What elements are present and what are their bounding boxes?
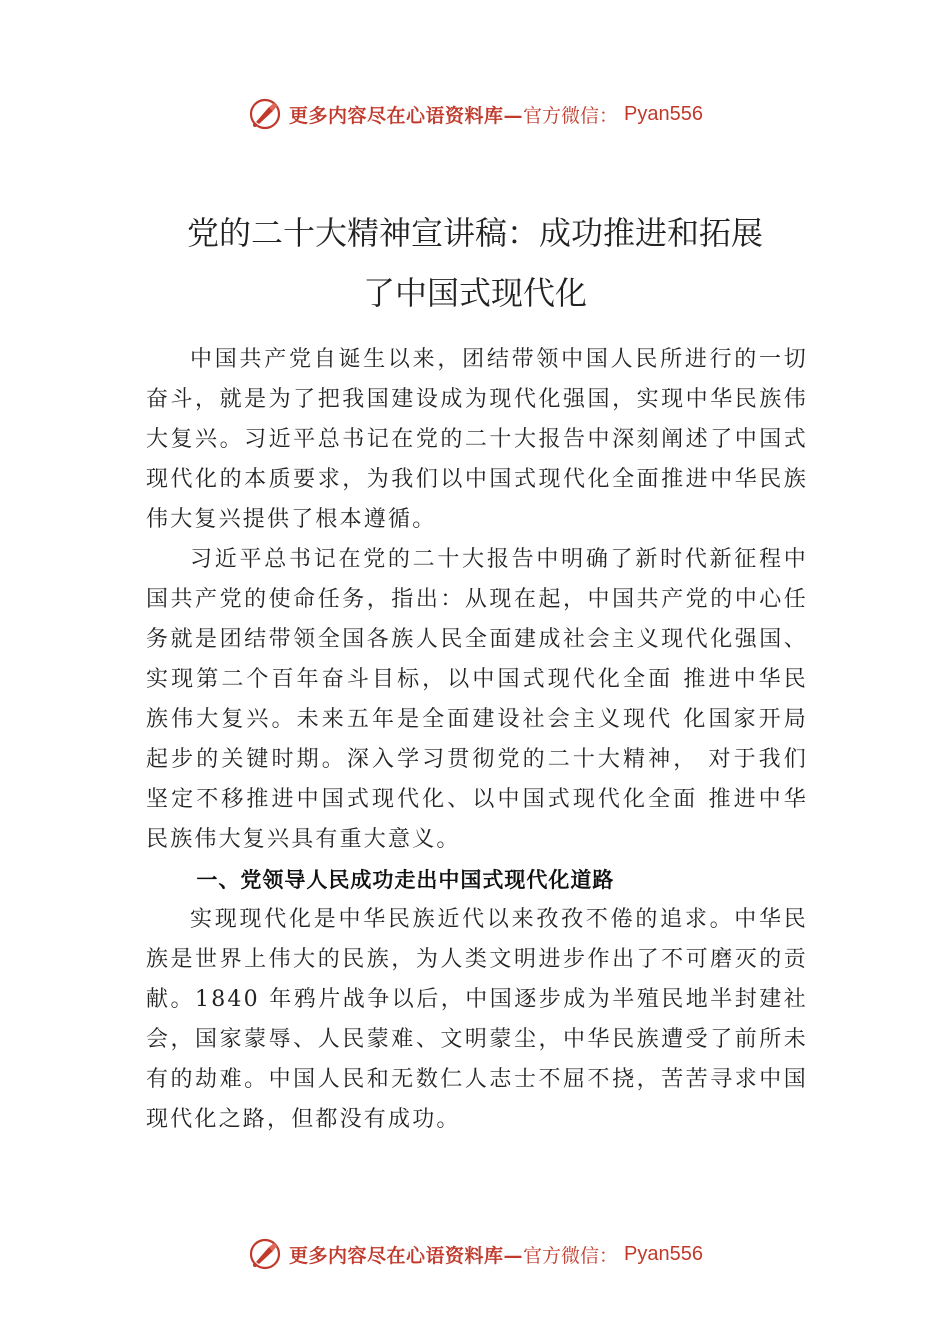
header-banner [0,94,950,134]
title-line-2: 了中国式现代化 [362,274,587,313]
wechat-label: 官方微信： [523,104,619,127]
section-heading: 一、党领导人民成功走出中国式现代化道路 [196,868,615,892]
wechat-id: Pyan556 [624,102,703,125]
document-title [110,203,840,323]
document-body [146,340,808,1140]
wechat-id: Pyan556 [624,1242,703,1265]
title-line-1: 党的二十大精神宣讲稿：成功推进和拓展 [186,214,763,253]
wechat-label: 官方微信： [523,1244,619,1267]
paragraph-1: 中国共产党自诞生以来，团结带领中国人民所进行的一切奋斗，就是为了把我国建设成为现代化强国，实现中华民族伟大复兴。习近平总书记在党的二十大报告中深刻阐述了中国式现代化的本质要求，为我们以中国式现代化全面推进中华民族伟大复兴提供了根本遵循。 [146,347,808,532]
pen-nib-logo-icon [247,96,283,132]
promo-text: 更多内容尽在心语资料库— [289,1244,524,1267]
pen-nib-logo-icon [247,1236,283,1272]
promo-text: 更多内容尽在心语资料库— [289,104,524,127]
footer-banner [0,1234,950,1274]
paragraph-3: 实现现代化是中华民族近代以来孜孜不倦的追求。中华民族是世界上伟大的民族，为人类文明进步作出了不可磨灭的贡献。1840 年鸦片战争以后，中国逐步成为半殖民地半封建社会，国家蒙辱、人民蒙难、文明蒙尘，中华民族遭受了前所未有的劫难。中国人民和无数仁人志士不屈不挠，苦苦寻求中国现代化之路，但都没有成功。 [146,907,808,1132]
paragraph-2: 习近平总书记在党的二十大报告中明确了新时代新征程中国共产党的使命任务，指出：从现在起，中国共产党的中心任务就是团结带领全国各族人民全面建成社会主义现代化强国、实现第二个百年奋斗目标，以中国式现代化全面 推进中华民族伟大复兴。未来五年是全面建设社会主义现代 化国家开局起步的关键时期。深入学习贯彻党的二十大精神， 对于我们坚定不移推进中国式现代化、以中国式现代化全面 推进中华民族伟大复兴具有重大意义。 [146,547,808,852]
